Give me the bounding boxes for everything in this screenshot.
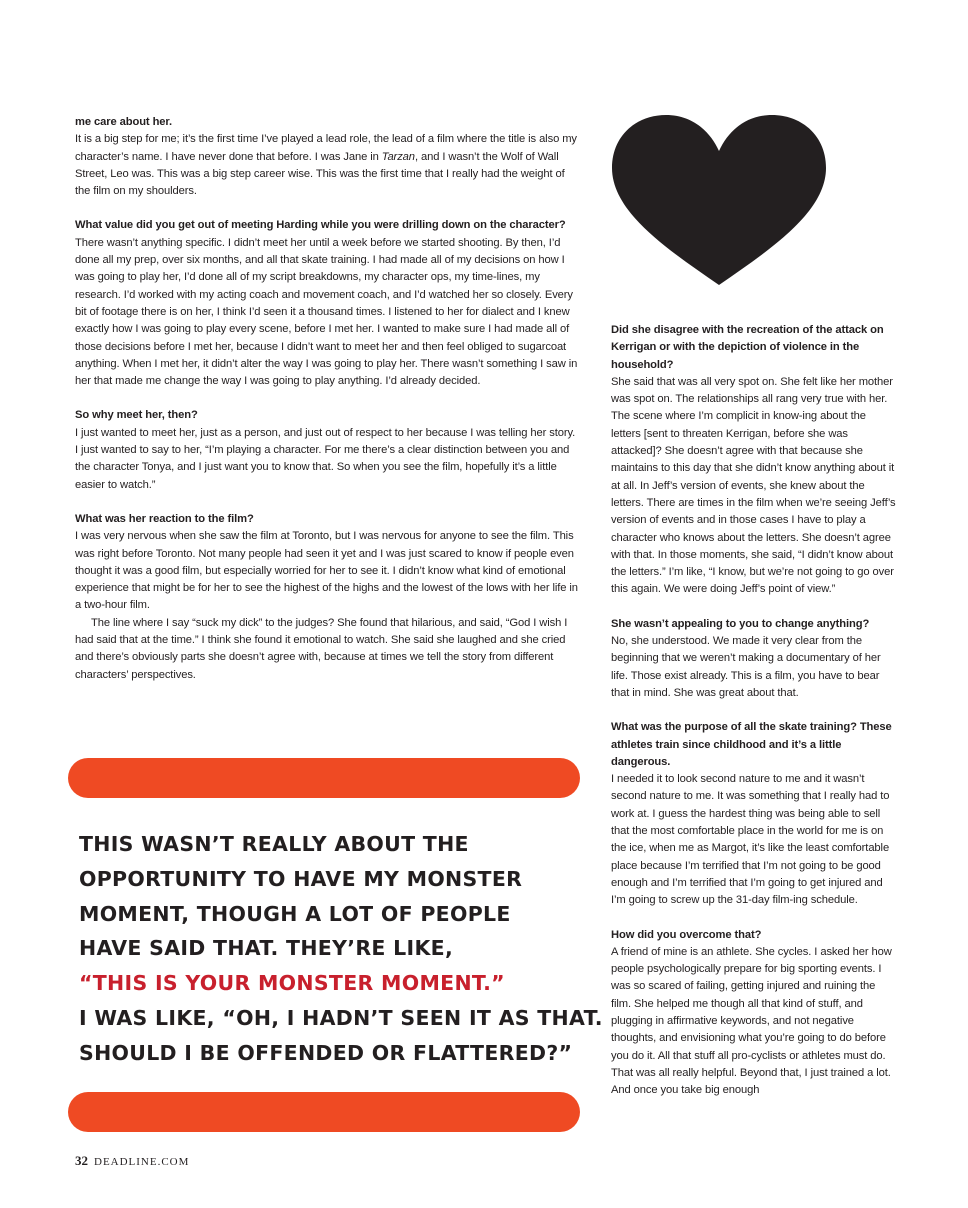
- answer-paragraph: No, she understood. We made it very clear from the beginning that we weren’t making a documentary of her life. Those exist already. This is a film, you have to bear that in mind. She was great about that.: [611, 635, 881, 699]
- pull-quote-line: I WAS LIKE, “OH, I HADN’T SEEN IT AS THAT.: [79, 1005, 603, 1030]
- pull-quote-line: SHOULD I BE OFFENDED OR FLATTERED?”: [79, 1040, 573, 1065]
- heart-icon: [610, 113, 828, 288]
- answer-paragraph: A friend of mine is an athlete. She cycles. I asked her how people psychologically prepare for big sporting events. I was so scared of failing, getting injured and ruining the film. She helped me though all that kind of stuff, and plugging in affirmative keywords, and not negative thoughts, and envisioning what you’re going to do before you do it. All that stuff all pro-cyclists or athletes must do. That was all really helpful. Beyond that, I just trained a lot. And once you take big enough: [611, 945, 892, 1097]
- answer-paragraph: The line where I say “suck my dick” to the judges? She found that hilarious, and said, “God I wish I had said that at the time.” I think she found it emotional to watch. She said she laughed and she cried and there’s obviously parts she doesn’t agree with, because at times we tell the story from different characters’ perspectives.: [75, 616, 568, 681]
- answer-paragraph: I just wanted to meet her, just as a person, and just out of respect to her because I was telling her story. I just wanted to say to her, “I’m playing a character. For me there’s a clear distinction between you and the character Tonya, and I just want you to know that. So when you see the film, hopefully it’s a little easier to watch.”: [75, 426, 576, 491]
- pull-quote-bottom-bar: [68, 1092, 580, 1132]
- answer-paragraph: There wasn’t anything specific. I didn’t meet her until a week before we started shooting. By then, I’d done all my prep, over six months, and all that skate training. I had made all of my decisions on how I was going to play her, I’d done all of my script breakdowns, my character ops, my time-lines, my research. I’d worked with my acting coach and movement coach, and I’d watched her so closely. Every bit of footage there is on her, I think I’d seen it a thousand times. I listened to her for dialect and I knew exactly how I was going to play every scene, before I met her. I wanted to make sure I had made all of those decisions before I met her, because I didn’t want to meet her and then feel obliged to sugarcoat anything. When I met her, it didn’t alter the way I was going to play her. There wasn’t something I saw in her that made me change the way I was going to play anything. I’d already decided.: [75, 236, 578, 388]
- site-name: DEADLINE.COM: [94, 1156, 190, 1168]
- lead-in-question: me care about her.: [75, 116, 173, 128]
- pull-quote-line: MOMENT, THOUGH A LOT OF PEOPLE: [79, 901, 511, 926]
- pull-quote-line: THIS WASN’T REALLY ABOUT THE: [79, 832, 469, 856]
- left-column: [75, 114, 581, 684]
- question-heading: What was her reaction to the film?: [75, 512, 254, 525]
- question-heading: So why meet her, then?: [75, 409, 198, 422]
- answer-paragraph: She said that was all very spot on. She felt like her mother was spot on. The relationships all rang very true with her. The scene where I’m complicit in know-ing about the letters [sent to threaten Kerrigan, before she was attacked]? She doesn’t agree with that because she maintains to this day that she didn’t know anything about it at all. In Jeff’s version of events, she knew about the letters. There are times in the film when we’re seeing Jeff’s version of events and in those cases I have to play a character who knows about the letters. She doesn’t agree with that. In those moments, she said, “I didn’t know about the letters.” I’m like, “I know, but we’re not going to go over this again. We were doing Jeff’s point of view.”: [611, 375, 896, 596]
- right-column: [611, 322, 896, 1099]
- pull-quote-highlight-line: “THIS IS YOUR MONSTER MOMENT.”: [79, 971, 505, 996]
- answer-paragraph: I needed it to look second nature to me and it wasn’t second nature to me. It was something that I really had to work at. I guess the hardest thing was being able to sell that the most comfortable place in the world for me is on the ice, when me as Margot, it’s like the least comfortable place because I’m terrified that I’m not going to be good enough and I’m terrified that I’m going to get injured and I’m going to screw up the 31-day film-ing schedule.: [611, 773, 890, 907]
- pull-quote-line: HAVE SAID THAT. THEY’RE LIKE,: [79, 936, 454, 961]
- question-heading: She wasn’t appealing to you to change anything?: [611, 617, 870, 630]
- pull-quote-top-bar: [68, 758, 580, 798]
- film-title-italic: Tarzan: [381, 150, 415, 163]
- answer-text: It is a big step for me; it’s the first time I’ve played a lead role, the lead of a film where the title is also my character’s name. I have never done that before. I was Jane in: [75, 133, 577, 163]
- answer-text: , and I wasn’t the Wolf of Wall Street, Leo was. This was a big step career wise. This was the first time that I really had the weight of the film on my shoulders.: [75, 150, 565, 198]
- page-number: 32: [75, 1153, 88, 1168]
- pull-quote: [79, 827, 603, 1071]
- question-heading: What was the purpose of all the skate training? These athletes train since childhood and it’s a little dangerous.: [611, 721, 892, 768]
- question-heading: What value did you get out of meeting Harding while you were drilling down on the character?: [75, 219, 566, 232]
- pull-quote-line: OPPORTUNITY TO HAVE MY MONSTER: [79, 866, 523, 891]
- question-heading: How did you overcome that?: [611, 928, 762, 941]
- question-heading: Did she disagree with the recreation of the attack on Kerrigan or with the depiction of violence in the household?: [611, 324, 884, 371]
- page-folio: [75, 1153, 189, 1169]
- answer-paragraph: [75, 131, 581, 200]
- answer-paragraph: I was very nervous when she saw the film at Toronto, but I was nervous for anyone to see the film. This was right before Toronto. Not many people had seen it yet and I was just scared to know if people even thought it was a good film, but especially worried for her to see it. I didn’t know what kind of emotional experience that might be for her to see the highest of the highs and the lowest of the lows with her life in a two-hour film.: [75, 530, 578, 612]
